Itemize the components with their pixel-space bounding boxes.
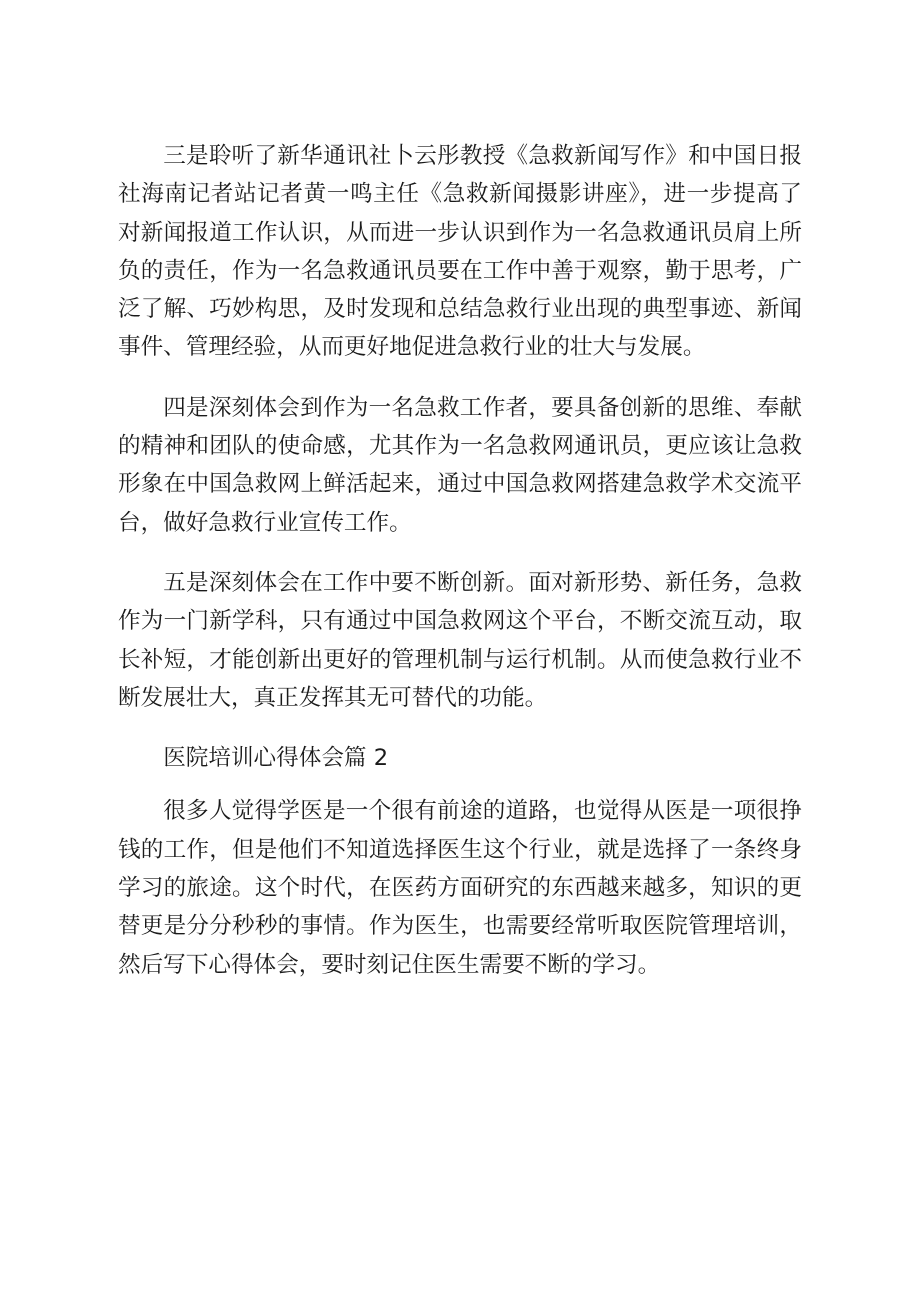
paragraph-3: 三是聆听了新华通讯社卜云彤教授《急救新闻写作》和中国日报社海南记者站记者黄一鸣主任《急救新闻摄影讲座》，进一步提高了对新闻报道工作认识，从而进一步认识到作为一名急救通讯员肩上所负的责任，作为一名急救通讯员要在工作中善于观察，勤于思考，广泛了解、巧妙构思，及时发现和总结急救行业出现的典型事迹、新闻事件、管理经验，从而更好地促进急救行业的壮大与发展。 — [118, 143, 802, 361]
paragraph-4: 四是深刻体会到作为一名急救工作者，要具备创新的思维、奉献的精神和团队的使命感，尤其作为一名急救网通讯员，更应该让急救形象在中国急救网上鲜活起来，通过中国急救网搭建急救学术交流平台，做好急救行业宣传工作。 — [118, 394, 802, 536]
section-paragraph: 很多人觉得学医是一个很有前途的道路，也觉得从医是一项很挣钱的工作，但是他们不知道选择医生这个行业，就是选择了一条终身学习的旅途。这个时代，在医药方面研究的东西越来越多，知识的更替更是分分秒秒的事情。作为医生，也需要经常听取医院管理培训，然后写下心得体会，要时刻记住医生需要不断的学习。 — [118, 798, 802, 978]
document-page — [118, 137, 802, 984]
section-heading: 医院培训心得体会篇 2 — [163, 745, 389, 772]
paragraph-5: 五是深刻体会在工作中要不断创新。面对新形势、新任务，急救作为一门新学科，只有通过中国急救网这个平台，不断交流互动，取长补短，才能创新出更好的管理机制与运行机制。从而使急救行业不断发展壮大，真正发挥其无可替代的功能。 — [118, 569, 802, 711]
